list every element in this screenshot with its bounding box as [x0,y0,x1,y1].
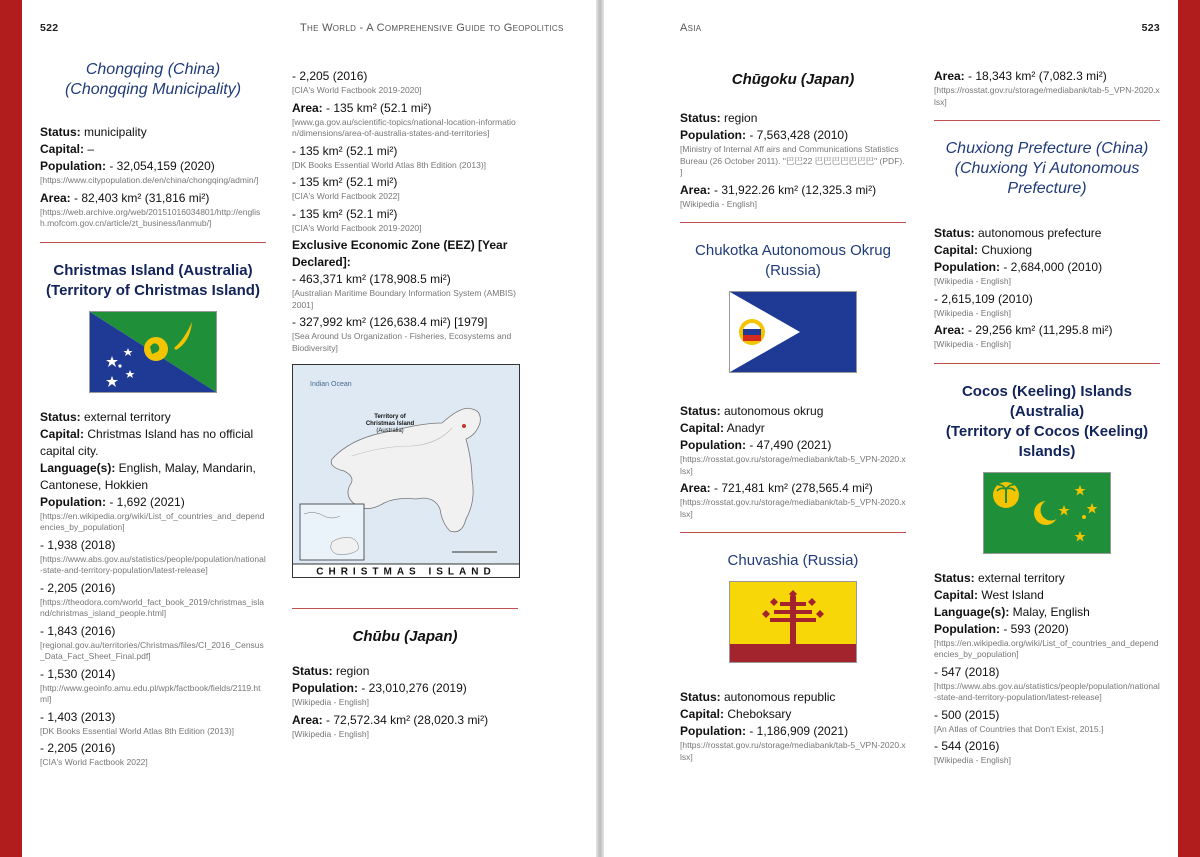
language-line: Language(s): Malay, English [934,604,1090,619]
title-line: Chuxiong Prefecture (China) [945,140,1149,157]
entry-title-chubu [292,627,518,647]
population-value: - 2,205 (2016) [292,69,368,83]
map-title-line: Christmas Island [365,421,415,427]
capital-line: Capital: – [40,142,95,156]
status-line: Status: region [680,111,758,125]
eez-value: - 463,371 km² (178,908.5 mi²) [292,272,451,286]
title-line: (Australia) [1009,402,1085,420]
source-citation: [CIA's World Factbook 2019-2020] [292,222,422,233]
status-line: Status: autonomous okrug [680,404,824,418]
christmas-island-flag [89,311,217,393]
population-line: Population: - 23,010,276 (2019) [292,681,467,695]
title-line: (Territory of Christmas Island) [46,281,260,299]
entry-title-christmas-island [40,261,266,301]
source-citation: [https://en.wikipedia.org/wiki/List_of_countries_and_dependencies_by_population] [40,510,265,532]
source-citation: [https://theodora.com/world_fact_book_2019/christmas_island/christmas_island_people.html] [40,596,264,618]
left-running-title: The World - A Comprehensive Guide to Geopolitics [300,22,564,34]
christmas-island-map [292,364,520,578]
right-column-2 [934,68,1160,770]
area-line: Area: - 31,922.26 km² (12,325.3 mi²) [680,182,877,197]
population-value: - 1,938 (2018) [40,537,116,552]
population-line: Population: - 2,684,000 (2010) [934,260,1103,274]
entry-title-chuvashia [680,551,906,571]
eez-label: Exclusive Economic Zone (EEZ) [Year Declared]: [292,238,508,269]
title-line: Chūgoku (Japan) [731,71,855,88]
area-value: - 135 km² (52.1 mi²) [292,206,398,221]
population-line: Population: - 7,563,428 (2010) [680,128,849,142]
title-line: Cocos (Keeling) Islands [961,382,1133,400]
title-line: (Chuxiong Yi Autonomous [954,160,1140,177]
map-caption: CHRISTMAS ISLAND [316,566,496,578]
capital-line: Capital: Chuxiong [934,243,1033,257]
source-citation: [www.ga.gov.au/scientific-topics/national-location-information/dimensions/area-of-australia-states-and-territories] [292,116,516,138]
title-line: (Russia) [765,262,821,279]
source-citation: [Sea Around Us Organization - Fisheries, Ecosystems and Biodiversity] [292,331,512,353]
population-line: Population: - 1,692 (2021) [40,494,185,509]
area-value: - 135 km² (52.1 mi²) [292,143,398,158]
title-line: Chukotka Autonomous Okrug [695,242,891,259]
left-column-2 [292,68,518,743]
chuvashia-flag [729,581,857,663]
population-line: Population: - 593 (2020) [934,621,1069,636]
left-column-1 [40,60,266,772]
entry-title-chuxiong [934,139,1160,199]
source-citation: [Wikipedia - English] [934,276,1012,286]
source-citation: [Wikipedia - English] [292,728,370,739]
source-citation: [CIA's World Factbook 2019-2020] [292,85,422,95]
source-citation: [https://rosstat.gov.ru/storage/mediabank/tab-5_VPN-2020.xlsx] [680,454,906,476]
cocos-islands-flag [983,472,1111,554]
source-citation: [https://www.citypopulation.de/en/china/chongqing/admin/] [40,175,259,185]
entry-title-chukotka [680,241,906,281]
source-citation: [Wikipedia - English] [292,697,370,707]
source-citation: [https://rosstat.gov.ru/storage/mediabank/tab-5_VPN-2020.xlsx] [934,85,1160,107]
source-citation: [https://rosstat.gov.ru/storage/mediabank/tab-5_VPN-2020.xlsx] [680,740,906,762]
title-line: Chūbu (Japan) [352,628,458,645]
source-citation: [An Atlas of Countries that Don't Exist, 2015.] [934,723,1104,734]
language-line: Language(s): English, Malay, Mandarin, Cantonese, Hokkien [40,460,256,492]
entry-divider [934,120,1160,121]
entry-divider [934,363,1160,364]
population-line: Population: - 1,186,909 (2021) [680,724,849,738]
entry-divider [680,222,906,223]
capital-line: Capital: Anadyr [680,421,765,435]
title-line: (Chongqing Municipality) [64,81,242,98]
source-citation: [http://www.geoinfo.amu.edu.pl/wpk/factbook/fields/2119.html] [40,682,261,704]
source-citation: [regional.gov.au/territories/Christmas/files/CI_2016_Census_Data_Fact_Sheet_Final.pdf] [40,639,264,661]
source-citation: [Wikipedia - English] [680,198,758,209]
right-column-1 [680,70,906,766]
area-line: Area: - 135 km² (52.1 mi²) [292,100,432,115]
entry-divider [292,608,518,609]
population-line: Population: - 32,054,159 (2020) [40,159,215,173]
source-citation: [CIA's World Factbook 2022] [40,757,148,767]
entry-title-cocos [934,382,1160,462]
status-line: Status: region [292,664,370,678]
population-value: - 1,530 (2014) [40,666,116,681]
population-value: - 2,205 (2016) [40,580,116,595]
population-value: - 2,615,109 (2010) [934,291,1033,306]
title-line: Prefecture) [1007,180,1087,197]
map-ocean-label: Indian Ocean [310,381,352,388]
source-citation: [Wikipedia - English] [934,339,1012,349]
area-line: Area: - 18,343 km² (7,082.3 mi²) [934,69,1107,83]
map-title-line: Territory of [374,414,406,420]
status-line: Status: autonomous prefecture [934,226,1102,240]
right-page [604,0,1178,857]
source-citation: [https://www.abs.gov.au/statistics/people/population/national-state-and-territory-population/latest-release] [40,553,266,575]
title-line: Christmas Island (Australia) [53,261,253,279]
source-citation: [https://www.abs.gov.au/statistics/people/population/national-state-and-territory-population/latest-release] [934,680,1160,702]
status-line: Status: external territory [40,409,171,424]
source-citation: [https://web.archive.org/web/20151016034801/http://english.mofcom.gov.cn/article/zt_business/lanmub/] [40,206,261,228]
title-line: Islands) [1018,442,1076,460]
source-citation: [CIA's World Factbook 2022] [292,191,400,201]
left-page [22,0,596,857]
population-line: Population: - 47,490 (2021) [680,438,832,452]
source-citation: [Australian Maritime Boundary Information System (AMBIS) 2001] [292,288,516,310]
status-line: Status: municipality [40,125,147,139]
population-value: - 544 (2016) [934,739,1000,753]
population-value: - 2,205 (2016) [40,741,116,755]
area-line: Area: - 72,572.34 km² (28,020.3 mi²) [292,712,489,727]
entry-title-chongqing [40,60,266,100]
area-line: Area: - 721,481 km² (278,565.4 mi²) [680,481,873,495]
status-line: Status: autonomous republic [680,690,836,704]
title-line: Chongqing (China) [85,61,221,78]
source-citation: [DK Books Essential World Atlas 8th Edition (2013)] [292,159,487,170]
capital-line: Capital: Cheboksary [680,707,792,721]
population-value: - 547 (2018) [934,664,1000,679]
source-citation: [DK Books Essential World Atlas 8th Edition (2013)] [40,725,235,736]
area-line: Area: - 82,403 km² (31,816 mi²) [40,190,210,205]
population-value: - 1,843 (2016) [40,623,116,638]
book-gutter [596,0,604,857]
population-value: - 500 (2015) [934,707,1000,722]
map-title-line: (Australia) [376,428,404,434]
left-page-number: 522 [40,22,59,34]
source-citation: [https://rosstat.gov.ru/storage/mediabank/tab-5_VPN-2020.xlsx] [680,497,906,519]
right-page-number: 523 [1141,22,1160,34]
right-running-title: Asia [680,22,702,34]
area-line: Area: - 29,256 km² (11,295.8 mi²) [934,323,1113,337]
title-line: Chuvashia (Russia) [727,552,859,569]
entry-title-chugoku [680,70,906,90]
source-citation: [Wikipedia - English] [934,755,1012,765]
status-line: Status: external territory [934,570,1065,585]
source-citation: [https://en.wikipedia.org/wiki/List_of_countries_and_dependencies_by_population] [934,637,1159,659]
capital-line: Capital: West Island [934,587,1044,602]
area-value: - 135 km² (52.1 mi²) [292,175,398,189]
entry-divider [40,242,266,243]
chukotka-flag [729,291,857,373]
entry-divider [680,532,906,533]
capital-line: Capital: Christmas Island has no official capital city. [40,426,254,458]
source-citation: [Ministry of Internal Aff airs and Communications Statistics Bureau (26 October 2011). "巴巴22 巴巴巴巴巴巴巴" (PDF). ] [680,144,905,177]
population-value: - 1,403 (2013) [40,709,116,724]
title-line: (Territory of Cocos (Keeling) [945,422,1149,440]
source-citation: [Wikipedia - English] [934,307,1012,318]
eez-value: - 327,992 km² (126,638.4 mi²) [1979] [292,315,488,329]
